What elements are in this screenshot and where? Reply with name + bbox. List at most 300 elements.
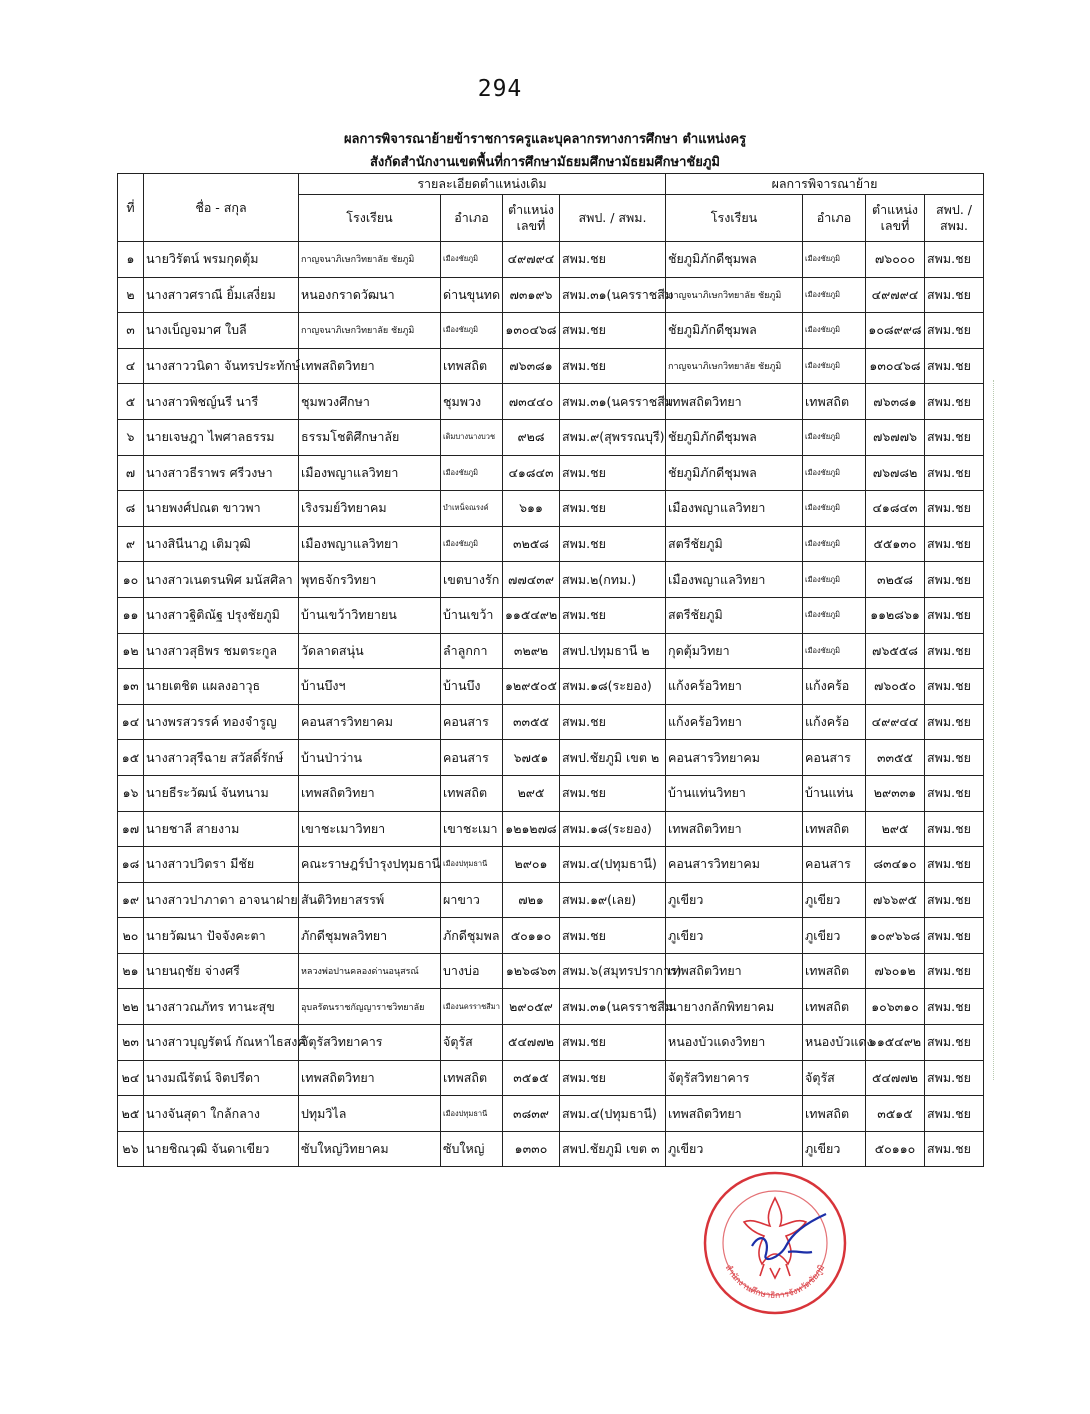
person-name: นายเจษฎา ไพศาลธรรม — [144, 419, 299, 455]
new-district: ภูเขียว — [803, 918, 866, 954]
old-office: สพป.ปทุมธานี ๒ — [560, 633, 666, 669]
table-row — [118, 669, 984, 705]
row-number: ๕ — [118, 384, 144, 420]
table-row — [118, 1060, 984, 1096]
old-school: ชุมพวงศึกษา — [299, 384, 441, 420]
old-school: คอนสารวิทยาคม — [299, 704, 441, 740]
old-school: บ้านเขว้าวิทยายน — [299, 597, 441, 633]
official-seal — [700, 1168, 850, 1318]
new-district: บ้านแท่น — [803, 775, 866, 811]
row-number: ๑๓ — [118, 669, 144, 705]
old-school: กาญจนาภิเษกวิทยาลัย ชัยภูมิ — [299, 313, 441, 349]
old-school: เขาชะเมาวิทยา — [299, 811, 441, 847]
row-number: ๑๙ — [118, 882, 144, 918]
person-name: นางมณีรัตน์ จิตปรีดา — [144, 1060, 299, 1096]
old-position-number: ๓๘๓๙ — [503, 1096, 560, 1132]
old-district: เทพสถิต — [441, 1060, 503, 1096]
new-school: นายางกลักพิทยาคม — [666, 989, 803, 1025]
old-school: บ้านป่าว่าน — [299, 740, 441, 776]
new-school: ภูเขียว — [666, 882, 803, 918]
person-name: นางสินีนาฎ เติมวุฒิ — [144, 526, 299, 562]
scan-edge-mark — [990, 380, 994, 1080]
person-name: นางจันสุดา ใกล้กลาง — [144, 1096, 299, 1132]
new-school: จัตุรัสวิทยาคาร — [666, 1060, 803, 1096]
table-row — [118, 704, 984, 740]
new-school: แก้งคร้อวิทยา — [666, 669, 803, 705]
old-district: เมืองชัยภูมิ — [441, 242, 503, 278]
old-district: คอนสาร — [441, 704, 503, 740]
header-new-position: ตำแหน่ง เลขที่ — [866, 195, 925, 242]
person-name: นางสาวณภัทร ทานะสุข — [144, 989, 299, 1025]
old-position-number: ๒๙๕ — [503, 775, 560, 811]
new-position-number: ๔๙๗๙๔ — [866, 277, 925, 313]
old-school: เมืองพญาแลวิทยา — [299, 526, 441, 562]
document-subtitle: สังกัดสำนักงานเขตพื้นที่การศึกษามัธยมศึกษามัธยมศึกษาชัยภูมิ — [369, 155, 720, 170]
table-row — [118, 562, 984, 598]
table-row — [118, 1025, 984, 1061]
person-name: นางสาวฐิติณัฐ ปรุงชัยภูมิ — [144, 597, 299, 633]
old-position-number: ๗๖๓๘๑ — [503, 348, 560, 384]
row-number: ๘ — [118, 491, 144, 527]
table-row — [118, 419, 984, 455]
row-number: ๒๔ — [118, 1060, 144, 1096]
person-name: นายชิณวุฒิ จันดาเขียว — [144, 1131, 299, 1167]
old-district: เมืองชัยภูมิ — [441, 455, 503, 491]
header-transfer-result-group: ผลการพิจารณาย้าย — [666, 174, 984, 195]
new-school: กุดตุ้มวิทยา — [666, 633, 803, 669]
new-school: เมืองพญาแลวิทยา — [666, 562, 803, 598]
new-school: เทพสถิตวิทยา — [666, 1096, 803, 1132]
old-district: เขตบางรัก — [441, 562, 503, 598]
new-position-number: ๔๙๙๔๔ — [866, 704, 925, 740]
old-position-number: ๗๓๔๔๐ — [503, 384, 560, 420]
old-school: กาญจนาภิเษกวิทยาลัย ชัยภูมิ — [299, 242, 441, 278]
person-name: นายชาลี สายงาม — [144, 811, 299, 847]
old-office: สพม.ชย — [560, 775, 666, 811]
row-number: ๒๒ — [118, 989, 144, 1025]
old-office: สพม.ชย — [560, 1060, 666, 1096]
old-office: สพม.๓๑(นครราชสีม — [560, 277, 666, 313]
row-number: ๖ — [118, 419, 144, 455]
old-district: เทพสถิต — [441, 348, 503, 384]
new-school: เทพสถิตวิทยา — [666, 953, 803, 989]
person-name: นางสาวเนตรนพิศ มนัสศิลา — [144, 562, 299, 598]
old-position-number: ๓๓๕๕ — [503, 704, 560, 740]
header-old-position: ตำแหน่ง เลขที่ — [503, 195, 560, 242]
new-position-number: ๗๖๗๘๒ — [866, 455, 925, 491]
new-school: กาญจนาภิเษกวิทยาลัย ชัยภูมิ — [666, 277, 803, 313]
old-office: สพม.๖(สมุทรปราการ) — [560, 953, 666, 989]
old-district: เขาชะเมา — [441, 811, 503, 847]
old-school: ภักดีชุมพลวิทยา — [299, 918, 441, 954]
person-name: นางสาววนิดา จันทรประทักษ์ — [144, 348, 299, 384]
old-district: บ้านบึง — [441, 669, 503, 705]
person-name: นางสาวพิชญ์นรี นารี — [144, 384, 299, 420]
new-office: สพม.ชย — [925, 1060, 984, 1096]
row-number: ๓ — [118, 313, 144, 349]
table-row — [118, 775, 984, 811]
old-district: บำเหน็จณรงค์ — [441, 491, 503, 527]
table-row — [118, 740, 984, 776]
old-district: เมืองปทุมธานี — [441, 1096, 503, 1132]
header-old-school: โรงเรียน — [299, 195, 441, 242]
old-position-number: ๑๒๙๕๐๕ — [503, 669, 560, 705]
old-district: ภักดีชุมพล — [441, 918, 503, 954]
table-row — [118, 313, 984, 349]
table-row — [118, 597, 984, 633]
new-school: ชัยภูมิภักดีชุมพล — [666, 419, 803, 455]
row-number: ๒๓ — [118, 1025, 144, 1061]
old-school: หนองกราดวัฒนา — [299, 277, 441, 313]
new-position-number: ๗๖๗๗๖ — [866, 419, 925, 455]
person-name: นายวิรัตน์ พรมกุดตุ้ม — [144, 242, 299, 278]
new-district: เมืองชัยภูมิ — [803, 277, 866, 313]
new-position-number: ๗๖๓๘๑ — [866, 384, 925, 420]
new-district: เมืองชัยภูมิ — [803, 348, 866, 384]
row-number: ๑๑ — [118, 597, 144, 633]
new-office: สพม.ชย — [925, 740, 984, 776]
old-school: จัตุรัสวิทยาคาร — [299, 1025, 441, 1061]
old-school: อุบลรัตนราชกัญญาราชวิทยาลัย — [299, 989, 441, 1025]
row-number: ๒๑ — [118, 953, 144, 989]
table-row — [118, 455, 984, 491]
row-number: ๒๐ — [118, 918, 144, 954]
new-district: เทพสถิต — [803, 989, 866, 1025]
new-office: สพม.ชย — [925, 633, 984, 669]
new-school: ชัยภูมิภักดีชุมพล — [666, 242, 803, 278]
new-school: บ้านแท่นวิทยา — [666, 775, 803, 811]
old-position-number: ๑๓๓๐ — [503, 1131, 560, 1167]
new-district: เมืองชัยภูมิ — [803, 455, 866, 491]
new-school: แก้งคร้อวิทยา — [666, 704, 803, 740]
new-office: สพม.ชย — [925, 313, 984, 349]
new-position-number: ๑๐๙๖๖๘ — [866, 918, 925, 954]
old-district: บางบ่อ — [441, 953, 503, 989]
old-office: สพม.ชย — [560, 491, 666, 527]
new-school: เมืองพญาแลวิทยา — [666, 491, 803, 527]
new-district: แก้งคร้อ — [803, 669, 866, 705]
new-school: สตรีชัยภูมิ — [666, 597, 803, 633]
new-district: เมืองชัยภูมิ — [803, 242, 866, 278]
new-district: เมืองชัยภูมิ — [803, 313, 866, 349]
new-office: สพม.ชย — [925, 597, 984, 633]
transfer-results-table — [117, 173, 984, 1167]
old-position-number: ๑๑๕๔๙๒ — [503, 597, 560, 633]
old-office: สพป.ชัยภูมิ เขต ๒ — [560, 740, 666, 776]
old-position-number: ๗๓๑๙๖ — [503, 277, 560, 313]
old-office: สพม.ชย — [560, 597, 666, 633]
new-district: แก้งคร้อ — [803, 704, 866, 740]
old-office: สพม.ชย — [560, 348, 666, 384]
old-district: เมืองชัยภูมิ — [441, 313, 503, 349]
person-name: นางสาวบุญรัตน์ กัณหาไธสงค์ — [144, 1025, 299, 1061]
table-row — [118, 633, 984, 669]
new-office: สพม.ชย — [925, 277, 984, 313]
row-number: ๒๕ — [118, 1096, 144, 1132]
new-district: เมืองชัยภูมิ — [803, 562, 866, 598]
row-number: ๑๗ — [118, 811, 144, 847]
old-district: เทพสถิต — [441, 775, 503, 811]
new-school: ชัยภูมิภักดีชุมพล — [666, 455, 803, 491]
old-position-number: ๒๙๐๑ — [503, 847, 560, 883]
row-number: ๑๒ — [118, 633, 144, 669]
old-office: สพม.ชย — [560, 704, 666, 740]
new-district: เมืองชัยภูมิ — [803, 419, 866, 455]
old-district: ชุมพวง — [441, 384, 503, 420]
old-position-number: ๓๒๕๘ — [503, 526, 560, 562]
new-office: สพม.ชย — [925, 455, 984, 491]
old-office: สพม.๓๑(นครราชสีม — [560, 989, 666, 1025]
new-district: ภูเขียว — [803, 882, 866, 918]
new-office: สพม.ชย — [925, 669, 984, 705]
new-position-number: ๔๑๘๔๓ — [866, 491, 925, 527]
person-name: นางสาวศราณี ยิ้มเสงี่ยม — [144, 277, 299, 313]
person-name: นายวัฒนา ปัจจังคะตา — [144, 918, 299, 954]
old-office: สพม.๒(กทม.) — [560, 562, 666, 598]
header-no: ที่ — [118, 174, 144, 242]
new-school: เทพสถิตวิทยา — [666, 811, 803, 847]
new-school: ภูเขียว — [666, 918, 803, 954]
old-position-number: ๑๒๖๘๖๓ — [503, 953, 560, 989]
old-school: หลวงพ่อปานคลองด่านอนุสรณ์ — [299, 953, 441, 989]
new-office: สพม.ชย — [925, 1096, 984, 1132]
old-position-number: ๔๑๘๔๓ — [503, 455, 560, 491]
old-district: เมืองนครราชสีมา — [441, 989, 503, 1025]
person-name: นายพงศ์ปณต ขาวพา — [144, 491, 299, 527]
row-number: ๑ — [118, 242, 144, 278]
new-office: สพม.ชย — [925, 953, 984, 989]
old-position-number: ๓๕๑๕ — [503, 1060, 560, 1096]
old-school: ธรรมโชติศึกษาลัย — [299, 419, 441, 455]
new-school: ชัยภูมิภักดีชุมพล — [666, 313, 803, 349]
new-district: เมืองชัยภูมิ — [803, 491, 866, 527]
table-row — [118, 953, 984, 989]
row-number: ๒๖ — [118, 1131, 144, 1167]
row-number: ๔ — [118, 348, 144, 384]
new-position-number: ๒๙๕ — [866, 811, 925, 847]
new-district: เทพสถิต — [803, 384, 866, 420]
table-row — [118, 384, 984, 420]
new-district: เทพสถิต — [803, 953, 866, 989]
new-office: สพม.ชย — [925, 704, 984, 740]
header-old-office: สพป. / สพม. — [560, 195, 666, 242]
new-district: หนองบัวแดง — [803, 1025, 866, 1061]
old-office: สพม.ชย — [560, 526, 666, 562]
new-office: สพม.ชย — [925, 526, 984, 562]
garuda-emblem-icon — [744, 1198, 806, 1278]
person-name: นางสาวธีราพร ศรีวงษา — [144, 455, 299, 491]
old-school: บ้านบึงฯ — [299, 669, 441, 705]
header-new-office: สพป. / สพม. — [925, 195, 984, 242]
old-office: สพม.ชย — [560, 455, 666, 491]
old-position-number: ๗๗๔๓๙ — [503, 562, 560, 598]
new-district: คอนสาร — [803, 847, 866, 883]
old-school: คณะราษฎร์บำรุงปทุมธานี — [299, 847, 441, 883]
new-office: สพม.ชย — [925, 775, 984, 811]
old-office: สพม.๓๑(นครราชสีม — [560, 384, 666, 420]
new-office: สพม.ชย — [925, 989, 984, 1025]
row-number: ๙ — [118, 526, 144, 562]
new-position-number: ๑๑๕๔๙๒ — [866, 1025, 925, 1061]
old-position-number: ๑๒๑๒๗๘ — [503, 811, 560, 847]
new-school: คอนสารวิทยาคม — [666, 847, 803, 883]
old-office: สพม.๙(สุพรรณบุรี) — [560, 419, 666, 455]
old-district: เดิมบางนางบวช — [441, 419, 503, 455]
old-office: สพม.ชย — [560, 313, 666, 349]
old-school: ปทุมวิไล — [299, 1096, 441, 1132]
old-position-number: ๓๒๙๒ — [503, 633, 560, 669]
new-office: สพม.ชย — [925, 811, 984, 847]
table-row — [118, 277, 984, 313]
new-district: เทพสถิต — [803, 811, 866, 847]
person-name: นางสาวปาภาดา อาจนาฝาย — [144, 882, 299, 918]
old-school: เมืองพญาแลวิทยา — [299, 455, 441, 491]
new-district: ภูเขียว — [803, 1131, 866, 1167]
old-district: จัตุรัส — [441, 1025, 503, 1061]
person-name: นางสาวปวิตรา มีชัย — [144, 847, 299, 883]
new-office: สพม.ชย — [925, 348, 984, 384]
old-district: คอนสาร — [441, 740, 503, 776]
table-row — [118, 811, 984, 847]
old-office: สพป.ชัยภูมิ เขต ๓ — [560, 1131, 666, 1167]
table-row — [118, 491, 984, 527]
new-office: สพม.ชย — [925, 1131, 984, 1167]
new-position-number: ๓๕๑๕ — [866, 1096, 925, 1132]
person-name: นายนฤชัย จ่างศรี — [144, 953, 299, 989]
new-position-number: ๒๙๓๓๑ — [866, 775, 925, 811]
old-school: เทพสถิตวิทยา — [299, 775, 441, 811]
row-number: ๒ — [118, 277, 144, 313]
new-position-number: ๕๔๗๗๒ — [866, 1060, 925, 1096]
new-school: หนองบัวแดงวิทยา — [666, 1025, 803, 1061]
new-position-number: ๗๖๐๑๒ — [866, 953, 925, 989]
new-district: เมืองชัยภูมิ — [803, 526, 866, 562]
row-number: ๑๘ — [118, 847, 144, 883]
old-office: สพม.๑๘(ระยอง) — [560, 811, 666, 847]
old-position-number: ๕๐๑๑๐ — [503, 918, 560, 954]
old-position-number: ๔๙๗๙๔ — [503, 242, 560, 278]
old-position-number: ๑๓๐๔๖๘ — [503, 313, 560, 349]
new-position-number: ๕๕๑๓๐ — [866, 526, 925, 562]
row-number: ๑๖ — [118, 775, 144, 811]
header-new-school: โรงเรียน — [666, 195, 803, 242]
old-office: สพม.๔(ปทุมธานี) — [560, 847, 666, 883]
old-district: ผาขาว — [441, 882, 503, 918]
new-district: เมืองชัยภูมิ — [803, 597, 866, 633]
old-district: เมืองปทุมธานี — [441, 847, 503, 883]
old-office: สพม.ชย — [560, 918, 666, 954]
document-title: ผลการพิจารณาย้ายข้าราชการครูและบุคลากรทางการศึกษา ตำแหน่งครู — [343, 132, 747, 147]
new-district: คอนสาร — [803, 740, 866, 776]
header-name: ชื่อ - สกุล — [144, 174, 299, 242]
old-district: ซับใหญ่ — [441, 1131, 503, 1167]
seal-text: สำนักงานศึกษาธิการจังหวัดชัยภูมิ — [722, 1263, 828, 1302]
new-district: เมืองชัยภูมิ — [803, 633, 866, 669]
header-old-position-group: รายละเอียดตำแหน่งเดิม — [299, 174, 666, 195]
new-school: คอนสารวิทยาคม — [666, 740, 803, 776]
new-position-number: ๑๑๒๘๖๑ — [866, 597, 925, 633]
table-row — [118, 918, 984, 954]
row-number: ๑๔ — [118, 704, 144, 740]
new-position-number: ๓๒๕๘ — [866, 562, 925, 598]
old-office: สพม.ชย — [560, 242, 666, 278]
person-name: นางสาวสุรีฉาย สวัสดิ์รักษ์ — [144, 740, 299, 776]
new-school: เทพสถิตวิทยา — [666, 384, 803, 420]
old-position-number: ๗๒๑ — [503, 882, 560, 918]
new-position-number: ๗๖๖๙๕ — [866, 882, 925, 918]
table-row — [118, 989, 984, 1025]
table-row — [118, 526, 984, 562]
new-position-number: ๗๖๐๕๐ — [866, 669, 925, 705]
new-office: สพม.ชย — [925, 882, 984, 918]
old-school: สันติวิทยาสรรพ์ — [299, 882, 441, 918]
header-new-district: อำเภอ — [803, 195, 866, 242]
old-position-number: ๙๒๘ — [503, 419, 560, 455]
row-number: ๑๕ — [118, 740, 144, 776]
table-row — [118, 348, 984, 384]
table-row — [118, 1096, 984, 1132]
old-position-number: ๖๑๑ — [503, 491, 560, 527]
old-school: ซับใหญ่วิทยาคม — [299, 1131, 441, 1167]
new-school: สตรีชัยภูมิ — [666, 526, 803, 562]
old-office: สพม.ชย — [560, 1025, 666, 1061]
new-position-number: ๑๐๘๙๙๘ — [866, 313, 925, 349]
new-position-number: ๑๐๖๓๑๐ — [866, 989, 925, 1025]
new-position-number: ๘๓๔๑๐ — [866, 847, 925, 883]
old-school: เริงรมย์วิทยาคม — [299, 491, 441, 527]
old-office: สพม.๑๙(เลย) — [560, 882, 666, 918]
old-district: เมืองชัยภูมิ — [441, 526, 503, 562]
new-position-number: ๕๐๑๑๐ — [866, 1131, 925, 1167]
table-row — [118, 882, 984, 918]
new-office: สพม.ชย — [925, 242, 984, 278]
old-office: สพม.๑๘(ระยอง) — [560, 669, 666, 705]
old-position-number: ๕๔๗๗๒ — [503, 1025, 560, 1061]
person-name: นายธีระวัฒน์ จันทนาม — [144, 775, 299, 811]
header-old-district: อำเภอ — [441, 195, 503, 242]
old-district: บ้านเขว้า — [441, 597, 503, 633]
person-name: นางพรสวรรค์ ทองจำรูญ — [144, 704, 299, 740]
new-office: สพม.ชย — [925, 918, 984, 954]
new-office: สพม.ชย — [925, 384, 984, 420]
old-position-number: ๒๙๐๕๙ — [503, 989, 560, 1025]
old-office: สพม.๔(ปทุมธานี) — [560, 1096, 666, 1132]
old-position-number: ๖๗๕๑ — [503, 740, 560, 776]
new-district: จัตุรัส — [803, 1060, 866, 1096]
old-school: เทพสถิตวิทยา — [299, 348, 441, 384]
new-position-number: ๓๓๕๕ — [866, 740, 925, 776]
new-office: สพม.ชย — [925, 562, 984, 598]
person-name: นางสาวสุธิพร ชมตระกูล — [144, 633, 299, 669]
new-office: สพม.ชย — [925, 847, 984, 883]
page-number: 294 — [477, 76, 523, 102]
row-number: ๑๐ — [118, 562, 144, 598]
new-district: เทพสถิต — [803, 1096, 866, 1132]
new-office: สพม.ชย — [925, 491, 984, 527]
new-position-number: ๑๓๐๔๖๘ — [866, 348, 925, 384]
old-school: วัดลาดสนุ่น — [299, 633, 441, 669]
new-position-number: ๗๖๕๕๘ — [866, 633, 925, 669]
table-row — [118, 242, 984, 278]
old-school: พุทธจักรวิทยา — [299, 562, 441, 598]
new-office: สพม.ชย — [925, 419, 984, 455]
new-school: ภูเขียว — [666, 1131, 803, 1167]
table-row — [118, 847, 984, 883]
person-name: นายเตชิต แผลงอาวุธ — [144, 669, 299, 705]
old-district: ด่านขุนทด — [441, 277, 503, 313]
old-school: เทพสถิตวิทยา — [299, 1060, 441, 1096]
table-row — [118, 1131, 984, 1167]
